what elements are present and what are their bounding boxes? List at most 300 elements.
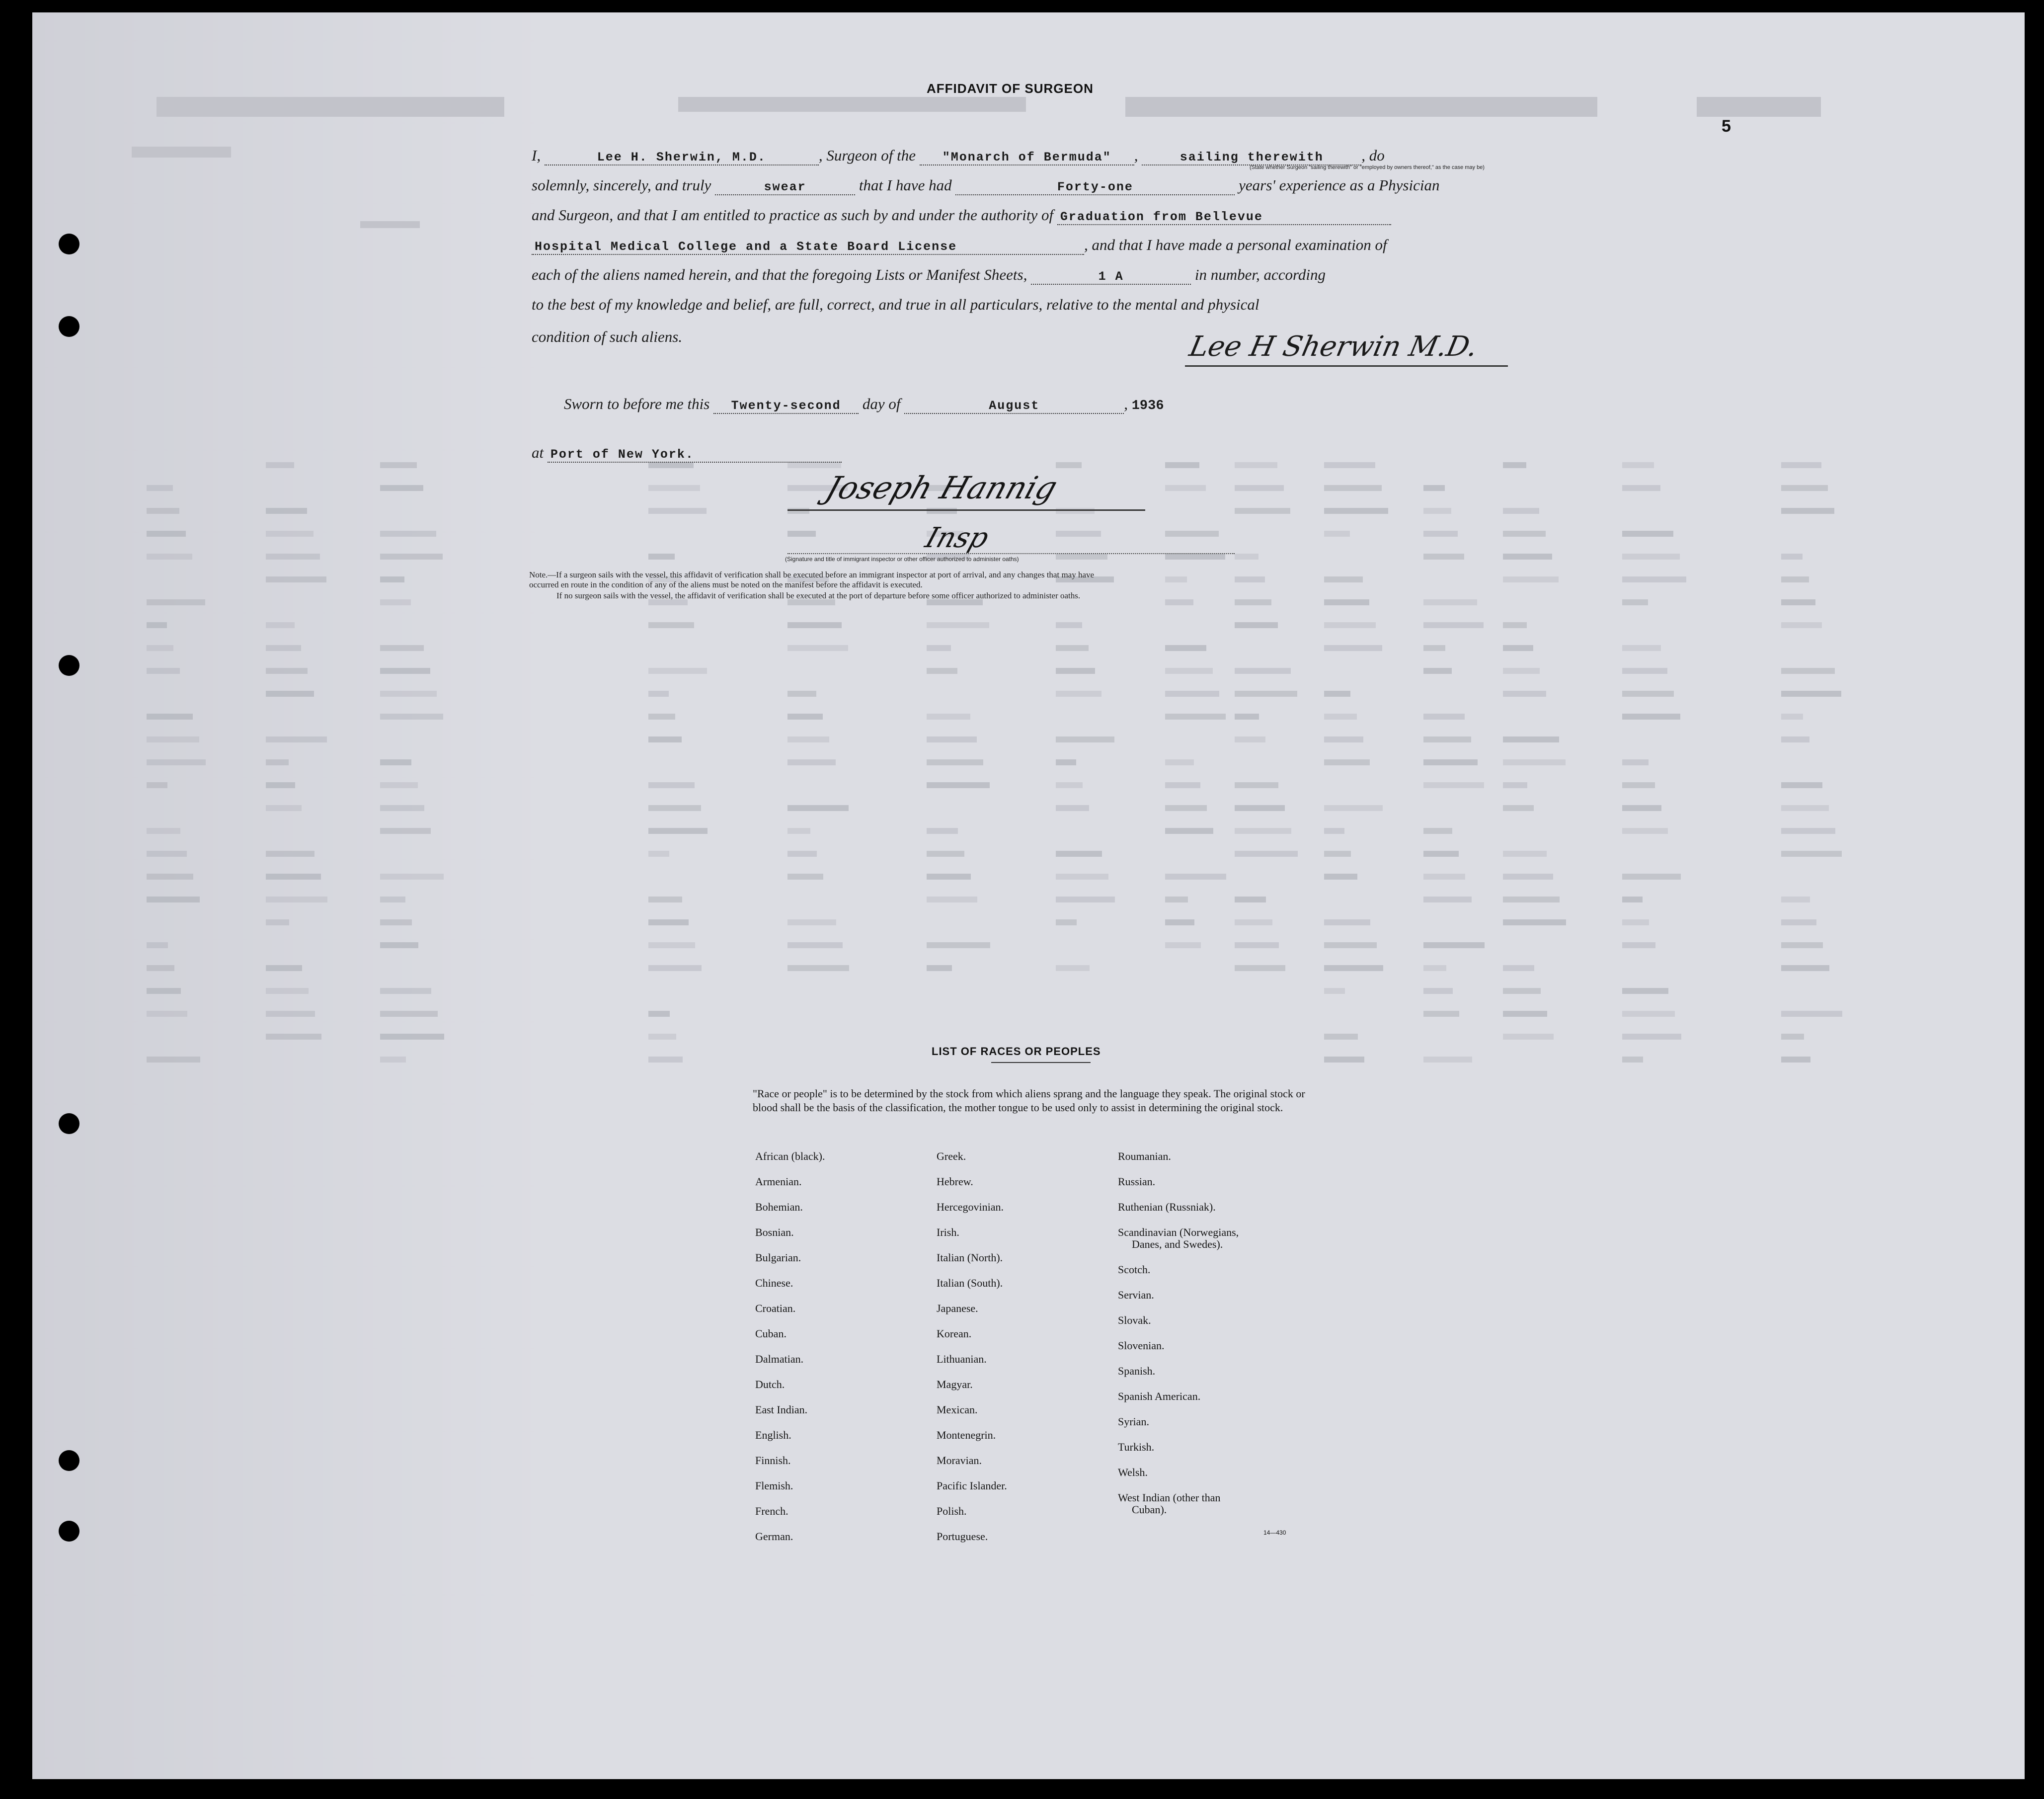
sworn-month-field: August bbox=[904, 399, 1124, 414]
oath-field: swear bbox=[715, 180, 855, 195]
race-item: Italian (South). bbox=[937, 1277, 1003, 1289]
race-item: Slovenian. bbox=[1118, 1339, 1165, 1352]
bleed-through-mark bbox=[787, 805, 849, 811]
bleed-through-mark bbox=[1324, 714, 1357, 720]
bleed-through-mark bbox=[380, 805, 424, 811]
bleed-through-mark bbox=[266, 759, 289, 765]
bleed-through-mark bbox=[648, 508, 707, 514]
authority-field-1: Graduation from Bellevue bbox=[1057, 210, 1391, 225]
bleed-through-mark bbox=[1056, 897, 1115, 902]
bleed-through-mark bbox=[1056, 645, 1089, 651]
bleed-through-mark bbox=[266, 1011, 315, 1017]
bleed-through-mark bbox=[1125, 97, 1597, 117]
bleed-through-mark bbox=[787, 942, 843, 948]
bleed-through-mark bbox=[1235, 897, 1266, 902]
bleed-through-mark bbox=[1235, 782, 1278, 788]
bleed-through-mark bbox=[1622, 782, 1655, 788]
bleed-through-mark bbox=[1622, 554, 1680, 560]
race-item: English. bbox=[755, 1429, 791, 1441]
bleed-through-mark bbox=[1423, 897, 1472, 902]
bleed-through-mark bbox=[360, 221, 420, 228]
bleed-through-mark bbox=[1781, 736, 1809, 742]
bleed-through-mark bbox=[266, 462, 294, 468]
bleed-through-mark bbox=[1622, 714, 1680, 720]
bleed-through-mark bbox=[1056, 965, 1090, 971]
affidavit-line-5: each of the aliens named herein, and that the foregoing Lists or Manifest Sheets, 1 A in number, according bbox=[532, 266, 1326, 284]
bleed-through-mark bbox=[1324, 988, 1345, 994]
bleed-through-mark bbox=[1622, 828, 1668, 834]
bleed-through-mark bbox=[1423, 828, 1452, 834]
bleed-through-mark bbox=[1622, 988, 1668, 994]
bleed-through-mark bbox=[1165, 942, 1201, 948]
bleed-through-mark bbox=[648, 828, 708, 834]
bleed-through-mark bbox=[147, 531, 186, 537]
bleed-through-mark bbox=[1622, 805, 1661, 811]
bleed-through-mark bbox=[787, 759, 836, 765]
bleed-through-mark bbox=[1056, 554, 1107, 560]
race-item: Turkish. bbox=[1118, 1441, 1155, 1453]
bleed-through-mark bbox=[1235, 576, 1265, 582]
bleed-through-mark bbox=[266, 576, 326, 582]
bleed-through-mark bbox=[1503, 531, 1546, 537]
bleed-through-mark bbox=[1781, 714, 1803, 720]
bleed-through-mark bbox=[1235, 508, 1290, 514]
sworn-place-line: at Port of New York. bbox=[532, 444, 842, 463]
affidavit-line-6: to the best of my knowledge and belief, are full, correct, and true in all particulars, relative to the mental and physical bbox=[532, 296, 1259, 313]
bleed-through-mark bbox=[266, 874, 321, 880]
bleed-through-mark bbox=[1503, 736, 1559, 742]
bleed-through-mark bbox=[648, 554, 675, 560]
bleed-through-mark bbox=[787, 645, 848, 651]
bleed-through-mark bbox=[380, 782, 418, 788]
bleed-through-mark bbox=[927, 508, 957, 514]
bleed-through-mark bbox=[1056, 736, 1114, 742]
bleed-through-mark bbox=[1622, 599, 1648, 605]
page-mark: 5 bbox=[1722, 117, 1731, 136]
race-item: Roumanian. bbox=[1118, 1150, 1171, 1162]
affidavit-line-7: condition of such aliens. bbox=[532, 328, 683, 345]
surgeon-signature-line bbox=[1185, 365, 1508, 367]
race-item: Servian. bbox=[1118, 1289, 1154, 1301]
bleed-through-mark bbox=[1324, 691, 1350, 697]
race-item: Korean. bbox=[937, 1327, 972, 1340]
race-item: Hebrew. bbox=[937, 1175, 973, 1188]
bleed-through-mark bbox=[648, 1011, 670, 1017]
race-item: West Indian (other than bbox=[1118, 1491, 1221, 1504]
bleed-through-mark bbox=[787, 874, 823, 880]
document-page bbox=[32, 12, 2025, 1779]
bleed-through-mark bbox=[380, 554, 443, 560]
bleed-through-mark bbox=[380, 1011, 438, 1017]
bleed-through-mark bbox=[1781, 622, 1822, 628]
bleed-through-mark bbox=[1324, 1034, 1358, 1040]
bleed-through-mark bbox=[1423, 965, 1446, 971]
bleed-through-mark bbox=[147, 897, 200, 902]
bleed-through-mark bbox=[1056, 668, 1095, 674]
bleed-through-mark bbox=[380, 691, 437, 697]
bleed-through-mark bbox=[1781, 1011, 1842, 1017]
bleed-through-mark bbox=[147, 759, 206, 765]
bleed-through-mark bbox=[1781, 919, 1816, 925]
bleed-through-mark bbox=[1781, 485, 1828, 491]
bleed-through-mark bbox=[266, 622, 295, 628]
bleed-through-mark bbox=[1503, 554, 1552, 560]
race-item: Pacific Islander. bbox=[937, 1479, 1007, 1492]
race-item: Syrian. bbox=[1118, 1415, 1149, 1428]
affidavit-title: AFFIDAVIT OF SURGEON bbox=[927, 81, 1094, 96]
bleed-through-mark bbox=[380, 599, 411, 605]
bleed-through-mark bbox=[1423, 759, 1478, 765]
punch-hole bbox=[59, 655, 79, 676]
bleed-through-mark bbox=[787, 828, 810, 834]
bleed-through-mark bbox=[787, 965, 849, 971]
bleed-through-mark bbox=[1781, 668, 1835, 674]
bleed-through-mark bbox=[648, 485, 700, 491]
form-number: 14—430 bbox=[1263, 1529, 1286, 1536]
bleed-through-mark bbox=[1324, 805, 1383, 811]
race-item: Danes, and Swedes). bbox=[1132, 1238, 1223, 1250]
race-item: German. bbox=[755, 1530, 793, 1543]
inspector-title-line bbox=[787, 553, 1235, 554]
bleed-through-mark bbox=[157, 97, 504, 117]
bleed-through-mark bbox=[1423, 485, 1445, 491]
punch-hole bbox=[59, 1450, 79, 1471]
bleed-through-mark bbox=[1324, 919, 1370, 925]
bleed-through-mark bbox=[1235, 554, 1258, 560]
bleed-through-mark bbox=[147, 645, 173, 651]
bleed-through-mark bbox=[1235, 919, 1272, 925]
bleed-through-mark bbox=[1622, 462, 1654, 468]
bleed-through-mark bbox=[147, 485, 173, 491]
bleed-through-mark bbox=[927, 622, 989, 628]
bleed-through-mark bbox=[147, 508, 179, 514]
bleed-through-mark bbox=[380, 1057, 406, 1063]
bleed-through-mark bbox=[927, 759, 983, 765]
bleed-through-mark bbox=[648, 897, 682, 902]
bleed-through-mark bbox=[648, 622, 694, 628]
bleed-through-mark bbox=[380, 485, 423, 491]
bleed-through-mark bbox=[648, 782, 695, 788]
race-item: French. bbox=[755, 1505, 788, 1517]
bleed-through-mark bbox=[1423, 599, 1477, 605]
bleed-through-mark bbox=[1423, 736, 1471, 742]
bleed-through-mark bbox=[132, 147, 231, 158]
bleed-through-mark bbox=[1503, 919, 1566, 925]
race-item: Irish. bbox=[937, 1226, 959, 1238]
bleed-through-mark bbox=[1423, 531, 1458, 537]
vessel-name-field: "Monarch of Bermuda" bbox=[920, 150, 1134, 165]
races-title-rule bbox=[991, 1062, 1091, 1063]
bleed-through-mark bbox=[927, 736, 977, 742]
bleed-through-mark bbox=[1781, 576, 1809, 582]
race-item: Magyar. bbox=[937, 1378, 973, 1390]
bleed-through-mark bbox=[1056, 759, 1076, 765]
capacity-note: (State whether Surgeon "sailing therewith" or "employed by owners thereof," as the case may be) bbox=[1250, 164, 1485, 170]
punch-hole bbox=[59, 1113, 79, 1134]
bleed-through-mark bbox=[1324, 828, 1344, 834]
bleed-through-mark bbox=[1165, 874, 1226, 880]
bleed-through-mark bbox=[1235, 965, 1285, 971]
bleed-through-mark bbox=[1503, 622, 1527, 628]
affidavit-line-3: and Surgeon, and that I am entitled to practice as such by and under the authority of Graduation from Bellevue bbox=[532, 206, 1391, 225]
bleed-through-mark bbox=[1056, 805, 1089, 811]
bleed-through-mark bbox=[1781, 782, 1822, 788]
race-item: Scandinavian (Norwegians, bbox=[1118, 1226, 1239, 1238]
bleed-through-mark bbox=[1324, 851, 1351, 857]
bleed-through-mark bbox=[927, 645, 951, 651]
bleed-through-mark bbox=[1235, 462, 1277, 468]
inspector-title-signature: Insp bbox=[921, 522, 993, 554]
bleed-through-mark bbox=[787, 736, 829, 742]
bleed-through-mark bbox=[648, 714, 675, 720]
bleed-through-mark bbox=[1324, 576, 1363, 582]
bleed-through-mark bbox=[147, 668, 180, 674]
bleed-through-mark bbox=[380, 1034, 444, 1040]
bleed-through-mark bbox=[787, 714, 823, 720]
sworn-day-field: Twenty-second bbox=[713, 399, 859, 414]
bleed-through-mark bbox=[1781, 599, 1815, 605]
bleed-through-mark bbox=[1423, 1011, 1459, 1017]
bleed-through-mark bbox=[1781, 851, 1842, 857]
bleed-through-mark bbox=[787, 462, 841, 468]
bleed-through-mark bbox=[787, 919, 836, 925]
race-item: Lithuanian. bbox=[937, 1353, 987, 1365]
bleed-through-mark bbox=[147, 1057, 200, 1063]
race-item: Dalmatian. bbox=[755, 1353, 804, 1365]
bleed-through-mark bbox=[266, 988, 309, 994]
bleed-through-mark bbox=[1056, 691, 1101, 697]
bleed-through-mark bbox=[1423, 554, 1464, 560]
bleed-through-mark bbox=[1235, 599, 1271, 605]
bleed-through-mark bbox=[1165, 531, 1219, 537]
bleed-through-mark bbox=[380, 828, 431, 834]
bleed-through-mark bbox=[648, 965, 702, 971]
race-item: Portuguese. bbox=[937, 1530, 988, 1543]
bleed-through-mark bbox=[1622, 1011, 1675, 1017]
bleed-through-mark bbox=[1781, 508, 1834, 514]
punch-hole bbox=[59, 234, 79, 254]
bleed-through-mark bbox=[147, 874, 193, 880]
bleed-through-mark bbox=[1503, 508, 1539, 514]
bleed-through-mark bbox=[147, 828, 180, 834]
bleed-through-mark bbox=[147, 851, 187, 857]
bleed-through-mark bbox=[1324, 622, 1376, 628]
bleed-through-mark bbox=[1056, 782, 1083, 788]
bleed-through-mark bbox=[927, 874, 971, 880]
bleed-through-mark bbox=[927, 714, 970, 720]
bleed-through-mark bbox=[787, 622, 842, 628]
bleed-through-mark bbox=[380, 576, 404, 582]
race-item: Hercegovinian. bbox=[937, 1201, 1004, 1213]
bleed-through-mark bbox=[648, 1057, 683, 1063]
race-item: Italian (North). bbox=[937, 1251, 1003, 1264]
bleed-through-mark bbox=[1324, 874, 1357, 880]
race-item: Bohemian. bbox=[755, 1201, 803, 1213]
bleed-through-mark bbox=[1324, 599, 1369, 605]
bleed-through-mark bbox=[1622, 645, 1661, 651]
sworn-year: 1936 bbox=[1131, 399, 1164, 413]
bleed-through-mark bbox=[266, 554, 320, 560]
bleed-through-mark bbox=[1324, 508, 1388, 514]
race-item: East Indian. bbox=[755, 1403, 808, 1416]
bleed-through-mark bbox=[266, 736, 327, 742]
bleed-through-mark bbox=[1781, 805, 1829, 811]
bleed-through-mark bbox=[1235, 485, 1284, 491]
bleed-through-mark bbox=[1165, 576, 1187, 582]
bleed-through-mark bbox=[927, 965, 952, 971]
bleed-through-mark bbox=[1235, 714, 1259, 720]
bleed-through-mark bbox=[1503, 462, 1526, 468]
bleed-through-mark bbox=[1165, 462, 1199, 468]
bleed-through-mark bbox=[927, 828, 958, 834]
sworn-place-field: Port of New York. bbox=[548, 447, 842, 463]
bleed-through-mark bbox=[1056, 508, 1095, 514]
bleed-through-mark bbox=[266, 531, 314, 537]
bleed-through-mark bbox=[1056, 851, 1102, 857]
capacity-field: sailing therewith bbox=[1142, 150, 1361, 165]
years-field: Forty-one bbox=[955, 180, 1235, 195]
bleed-through-mark bbox=[1503, 1011, 1547, 1017]
bleed-through-mark bbox=[1503, 805, 1534, 811]
bleed-through-mark bbox=[648, 668, 707, 674]
bleed-through-mark bbox=[927, 851, 964, 857]
bleed-through-mark bbox=[1781, 1034, 1804, 1040]
bleed-through-mark bbox=[380, 668, 430, 674]
bleed-through-mark bbox=[1324, 485, 1382, 491]
bleed-through-mark bbox=[266, 851, 314, 857]
bleed-through-mark bbox=[1503, 1034, 1554, 1040]
bleed-through-mark bbox=[648, 736, 682, 742]
bleed-through-mark bbox=[1056, 531, 1101, 537]
bleed-through-mark bbox=[1503, 691, 1546, 697]
bleed-through-mark bbox=[1622, 668, 1667, 674]
bleed-through-mark bbox=[1324, 965, 1383, 971]
bleed-through-mark bbox=[147, 714, 193, 720]
race-item: Russian. bbox=[1118, 1175, 1156, 1188]
bleed-through-mark bbox=[266, 919, 289, 925]
bleed-through-mark bbox=[1235, 805, 1285, 811]
race-item: Armenian. bbox=[755, 1175, 802, 1188]
bleed-through-mark bbox=[1165, 485, 1206, 491]
bleed-through-mark bbox=[1622, 759, 1649, 765]
race-item: Montenegrin. bbox=[937, 1429, 996, 1441]
bleed-through-mark bbox=[1324, 531, 1350, 537]
bleed-through-mark bbox=[1622, 485, 1660, 491]
affidavit-line-2: solemnly, sincerely, and truly swear that I have had Forty-one years' experience as a Physician bbox=[532, 176, 1440, 194]
bleed-through-mark bbox=[1423, 874, 1465, 880]
race-item: Spanish American. bbox=[1118, 1390, 1201, 1402]
bleed-through-mark bbox=[266, 805, 302, 811]
bleed-through-mark bbox=[380, 919, 412, 925]
bleed-through-mark bbox=[380, 759, 411, 765]
bleed-through-mark bbox=[1235, 736, 1265, 742]
affidavit-line-4: Hospital Medical College and a State Board License , and that I have made a personal examination of bbox=[532, 236, 1387, 255]
bleed-through-mark bbox=[1423, 508, 1451, 514]
bleed-through-mark bbox=[1423, 851, 1459, 857]
bleed-through-mark bbox=[1781, 828, 1835, 834]
bleed-through-mark bbox=[266, 965, 302, 971]
bleed-through-mark bbox=[1622, 919, 1649, 925]
bleed-through-mark bbox=[1781, 554, 1803, 560]
bleed-through-mark bbox=[1423, 782, 1484, 788]
bleed-through-mark bbox=[1423, 988, 1453, 994]
bleed-through-mark bbox=[266, 1034, 321, 1040]
bleed-through-mark bbox=[147, 1011, 187, 1017]
bleed-through-mark bbox=[927, 942, 990, 948]
bleed-through-mark bbox=[380, 942, 418, 948]
bleed-through-mark bbox=[1622, 531, 1673, 537]
bleed-through-mark bbox=[380, 988, 431, 994]
bleed-through-mark bbox=[1324, 645, 1382, 651]
race-item: Greek. bbox=[937, 1150, 966, 1162]
race-item: Bosnian. bbox=[755, 1226, 794, 1238]
bleed-through-mark bbox=[1503, 988, 1541, 994]
bleed-through-mark bbox=[1503, 782, 1527, 788]
race-item: Cuban). bbox=[1132, 1503, 1167, 1516]
bleed-through-mark bbox=[1165, 645, 1206, 651]
bleed-through-mark bbox=[147, 942, 168, 948]
race-item: Ruthenian (Russniak). bbox=[1118, 1201, 1216, 1213]
race-item: Mexican. bbox=[937, 1403, 978, 1416]
bleed-through-mark bbox=[147, 965, 174, 971]
bleed-through-mark bbox=[266, 668, 308, 674]
bleed-through-mark bbox=[1324, 759, 1370, 765]
race-item: African (black). bbox=[755, 1150, 825, 1162]
bleed-through-mark bbox=[927, 668, 957, 674]
bleed-through-mark bbox=[147, 782, 167, 788]
bleed-through-mark bbox=[1423, 942, 1485, 948]
race-item: Polish. bbox=[937, 1505, 967, 1517]
races-title: LIST OF RACES OR PEOPLES bbox=[932, 1045, 1101, 1058]
bleed-through-mark bbox=[147, 554, 192, 560]
bleed-through-mark bbox=[1622, 942, 1655, 948]
bleed-through-mark bbox=[147, 599, 205, 605]
race-item: Japanese. bbox=[937, 1302, 978, 1314]
race-item: Slovak. bbox=[1118, 1314, 1151, 1326]
note-line-1: Note.—If a surgeon sails with the vessel, this affidavit of verification shall be executed before an immigrant inspector at port of arrival, and any changes that may have bbox=[529, 570, 1095, 579]
bleed-through-mark bbox=[648, 1034, 676, 1040]
races-intro: "Race or people" is to be determined by the stock from which aliens sprang and the language they speak. The original stock or blood shall be the basis of the classification, the mother tongue to be used only to assist in determining the original stock. bbox=[753, 1087, 1305, 1114]
bleed-through-mark bbox=[648, 851, 669, 857]
bleed-through-mark bbox=[1781, 1057, 1810, 1063]
bleed-through-mark bbox=[648, 691, 669, 697]
bleed-through-mark bbox=[1165, 668, 1213, 674]
bleed-through-mark bbox=[1503, 874, 1553, 880]
bleed-through-mark bbox=[1324, 942, 1377, 948]
bleed-through-mark bbox=[1165, 919, 1194, 925]
bleed-through-mark bbox=[380, 645, 424, 651]
bleed-through-mark bbox=[147, 988, 181, 994]
bleed-through-mark bbox=[1235, 942, 1279, 948]
race-item: Cuban. bbox=[755, 1327, 786, 1340]
race-item: Moravian. bbox=[937, 1454, 982, 1467]
bleed-through-mark bbox=[1235, 668, 1291, 674]
bleed-through-mark bbox=[787, 851, 817, 857]
bleed-through-mark bbox=[1324, 1057, 1364, 1063]
race-item: Welsh. bbox=[1118, 1466, 1148, 1478]
sworn-line: Sworn to before me this Twenty-second day of August , 1936 bbox=[564, 395, 1164, 413]
bleed-through-mark bbox=[1622, 691, 1674, 697]
bleed-through-mark bbox=[1423, 668, 1452, 674]
bleed-through-mark bbox=[1324, 736, 1363, 742]
bleed-through-mark bbox=[1165, 897, 1188, 902]
bleed-through-mark bbox=[1165, 759, 1194, 765]
bleed-through-mark bbox=[1056, 462, 1082, 468]
bleed-through-mark bbox=[1781, 965, 1829, 971]
bleed-through-mark bbox=[648, 942, 695, 948]
bleed-through-mark bbox=[1165, 805, 1207, 811]
inspector-signature: Joseph Hannig bbox=[821, 470, 1062, 506]
